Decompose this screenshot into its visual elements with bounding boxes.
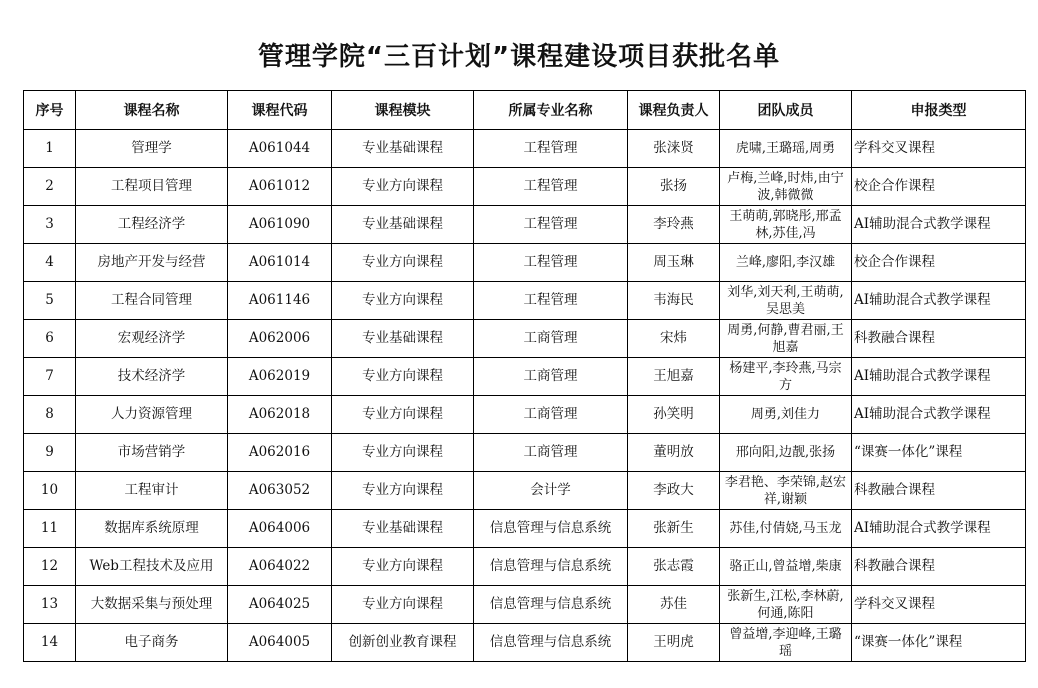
header-course-code: 课程代码 — [228, 91, 332, 130]
cell-index: 14 — [24, 624, 76, 662]
cell-major: 信息管理与信息系统 — [474, 586, 628, 624]
table-row — [24, 168, 1026, 206]
cell-course-name: 房地产开发与经营 — [76, 244, 228, 282]
cell-major: 工程管理 — [474, 206, 628, 244]
header-course-name: 课程名称 — [76, 91, 228, 130]
cell-course-code: A064022 — [228, 548, 332, 586]
cell-major: 工商管理 — [474, 396, 628, 434]
cell-type: 科教融合课程 — [852, 548, 1026, 586]
cell-type: AI辅助混合式教学课程 — [852, 358, 1026, 396]
cell-index: 13 — [24, 586, 76, 624]
cell-major: 工商管理 — [474, 320, 628, 358]
cell-major: 信息管理与信息系统 — [474, 624, 628, 662]
cell-course-name: 工程合同管理 — [76, 282, 228, 320]
header-lead: 课程负责人 — [628, 91, 720, 130]
cell-course-code: A063052 — [228, 472, 332, 510]
cell-lead: 韦海民 — [628, 282, 720, 320]
cell-lead: 王明虎 — [628, 624, 720, 662]
cell-course-module: 专业基础课程 — [332, 130, 474, 168]
cell-team: 杨建平,李玲燕,马宗方 — [720, 358, 852, 396]
header-type: 申报类型 — [852, 91, 1026, 130]
table-row — [24, 358, 1026, 396]
cell-course-name: 工程经济学 — [76, 206, 228, 244]
table-body — [24, 130, 1026, 662]
table-row — [24, 434, 1026, 472]
cell-index: 11 — [24, 510, 76, 548]
cell-index: 12 — [24, 548, 76, 586]
cell-course-name: 大数据采集与预处理 — [76, 586, 228, 624]
table-row — [24, 282, 1026, 320]
cell-course-module: 创新创业教育课程 — [332, 624, 474, 662]
cell-course-name: 管理学 — [76, 130, 228, 168]
cell-major: 工程管理 — [474, 168, 628, 206]
table-row — [24, 510, 1026, 548]
cell-lead: 董明放 — [628, 434, 720, 472]
cell-lead: 李政大 — [628, 472, 720, 510]
header-course-module: 课程模块 — [332, 91, 474, 130]
cell-team: 曾益增,李迎峰,王璐瑶 — [720, 624, 852, 662]
table-row — [24, 548, 1026, 586]
cell-index: 2 — [24, 168, 76, 206]
cell-type: “课赛一体化”课程 — [852, 434, 1026, 472]
cell-course-name: 技术经济学 — [76, 358, 228, 396]
cell-lead: 王旭嘉 — [628, 358, 720, 396]
cell-course-module: 专业方向课程 — [332, 358, 474, 396]
cell-course-name: 数据库系统原理 — [76, 510, 228, 548]
cell-team: 刘华,刘天利,王萌萌,吴思美 — [720, 282, 852, 320]
cell-course-name: 宏观经济学 — [76, 320, 228, 358]
table-row — [24, 624, 1026, 662]
cell-course-name: Web工程技术及应用 — [76, 548, 228, 586]
cell-major: 工程管理 — [474, 282, 628, 320]
cell-major: 工商管理 — [474, 434, 628, 472]
cell-course-module: 专业方向课程 — [332, 586, 474, 624]
cell-team: 邢向阳,边靓,张扬 — [720, 434, 852, 472]
cell-course-name: 人力资源管理 — [76, 396, 228, 434]
cell-team: 张新生,江松,李林蔚,何通,陈阳 — [720, 586, 852, 624]
table-row — [24, 396, 1026, 434]
cell-lead: 张涞贤 — [628, 130, 720, 168]
cell-major: 会计学 — [474, 472, 628, 510]
cell-type: AI辅助混合式教学课程 — [852, 282, 1026, 320]
cell-index: 6 — [24, 320, 76, 358]
cell-course-code: A062019 — [228, 358, 332, 396]
cell-lead: 宋炜 — [628, 320, 720, 358]
cell-index: 7 — [24, 358, 76, 396]
cell-course-code: A062006 — [228, 320, 332, 358]
cell-type: 校企合作课程 — [852, 244, 1026, 282]
cell-lead: 张扬 — [628, 168, 720, 206]
cell-course-code: A064006 — [228, 510, 332, 548]
cell-major: 工程管理 — [474, 130, 628, 168]
cell-lead: 孙笑明 — [628, 396, 720, 434]
header-major: 所属专业名称 — [474, 91, 628, 130]
cell-course-code: A064005 — [228, 624, 332, 662]
cell-index: 8 — [24, 396, 76, 434]
cell-major: 工程管理 — [474, 244, 628, 282]
cell-type: 校企合作课程 — [852, 168, 1026, 206]
cell-lead: 张志霞 — [628, 548, 720, 586]
cell-team: 兰峰,廖阳,李汉雄 — [720, 244, 852, 282]
cell-team: 苏佳,付倩娆,马玉龙 — [720, 510, 852, 548]
cell-team: 王萌萌,郭晓彤,邢孟林,苏佳,冯 — [720, 206, 852, 244]
cell-course-module: 专业方向课程 — [332, 168, 474, 206]
cell-course-name: 电子商务 — [76, 624, 228, 662]
cell-lead: 李玲燕 — [628, 206, 720, 244]
cell-course-code: A062016 — [228, 434, 332, 472]
header-team: 团队成员 — [720, 91, 852, 130]
cell-course-module: 专业方向课程 — [332, 396, 474, 434]
table-row — [24, 244, 1026, 282]
cell-course-name: 工程项目管理 — [76, 168, 228, 206]
cell-course-module: 专业方向课程 — [332, 434, 474, 472]
cell-course-name: 工程审计 — [76, 472, 228, 510]
cell-type: 科教融合课程 — [852, 472, 1026, 510]
table-row — [24, 472, 1026, 510]
cell-course-module: 专业基础课程 — [332, 206, 474, 244]
cell-type: “课赛一体化”课程 — [852, 624, 1026, 662]
cell-course-code: A064025 — [228, 586, 332, 624]
table-row — [24, 130, 1026, 168]
cell-course-module: 专业基础课程 — [332, 510, 474, 548]
cell-type: AI辅助混合式教学课程 — [852, 206, 1026, 244]
cell-team: 卢梅,兰峰,时炜,由宁波,韩微微 — [720, 168, 852, 206]
cell-index: 9 — [24, 434, 76, 472]
cell-index: 4 — [24, 244, 76, 282]
cell-lead: 张新生 — [628, 510, 720, 548]
cell-course-code: A061044 — [228, 130, 332, 168]
cell-index: 1 — [24, 130, 76, 168]
cell-lead: 周玉琳 — [628, 244, 720, 282]
cell-type: AI辅助混合式教学课程 — [852, 510, 1026, 548]
cell-index: 3 — [24, 206, 76, 244]
cell-course-module: 专业方向课程 — [332, 472, 474, 510]
cell-type: AI辅助混合式教学课程 — [852, 396, 1026, 434]
cell-lead: 苏佳 — [628, 586, 720, 624]
cell-team: 骆正山,曾益增,柴康 — [720, 548, 852, 586]
cell-index: 10 — [24, 472, 76, 510]
cell-team: 周勇,刘佳力 — [720, 396, 852, 434]
cell-team: 周勇,何静,曹君丽,王旭嘉 — [720, 320, 852, 358]
cell-course-module: 专业基础课程 — [332, 320, 474, 358]
cell-team: 虎啸,王璐瑶,周勇 — [720, 130, 852, 168]
cell-course-name: 市场营销学 — [76, 434, 228, 472]
cell-course-code: A061090 — [228, 206, 332, 244]
table-row — [24, 320, 1026, 358]
cell-course-code: A061146 — [228, 282, 332, 320]
cell-type: 学科交叉课程 — [852, 586, 1026, 624]
cell-course-code: A061012 — [228, 168, 332, 206]
cell-course-code: A062018 — [228, 396, 332, 434]
table-row — [24, 586, 1026, 624]
cell-type: 学科交叉课程 — [852, 130, 1026, 168]
cell-major: 工商管理 — [474, 358, 628, 396]
cell-index: 5 — [24, 282, 76, 320]
cell-major: 信息管理与信息系统 — [474, 510, 628, 548]
cell-course-module: 专业方向课程 — [332, 548, 474, 586]
course-table — [23, 90, 1026, 662]
cell-course-module: 专业方向课程 — [332, 244, 474, 282]
header-index: 序号 — [24, 91, 76, 130]
table-header-row — [24, 91, 1026, 130]
cell-major: 信息管理与信息系统 — [474, 548, 628, 586]
cell-type: 科教融合课程 — [852, 320, 1026, 358]
cell-team: 李君艳、李荣锦,赵宏祥,谢颖 — [720, 472, 852, 510]
page-title: 管理学院“三百计划”课程建设项目获批名单 — [257, 42, 781, 72]
table-row — [24, 206, 1026, 244]
cell-course-module: 专业方向课程 — [332, 282, 474, 320]
cell-course-code: A061014 — [228, 244, 332, 282]
